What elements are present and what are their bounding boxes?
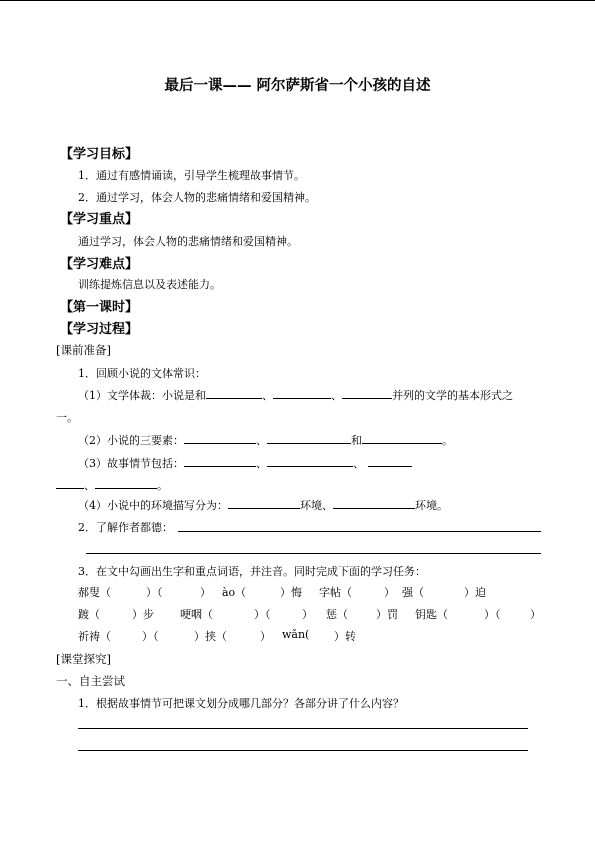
vocab-paren: ） — [302, 608, 313, 621]
vocab-zitie: 字帖（ — [319, 586, 352, 599]
heading-process: 【学习过程】 — [60, 322, 139, 337]
vocab-qiangpo: 强（ — [402, 586, 424, 599]
answer-blank[interactable] — [267, 432, 351, 444]
answer-line[interactable] — [78, 750, 528, 751]
answer-blank[interactable] — [228, 497, 300, 509]
vocab-paren: ）罚 — [376, 608, 398, 621]
q1d-mid: 环境、 — [300, 499, 333, 512]
prep-q1d-line — [78, 497, 448, 513]
separator: 、 — [84, 479, 95, 492]
q1d-prefix: （4）小说中的环境描写分为： — [78, 499, 228, 512]
answer-blank[interactable] — [206, 387, 262, 399]
vocab-paren: ）迫 — [464, 586, 486, 599]
and-word: 和 — [351, 434, 362, 447]
vocab-paren: ）悔 — [280, 586, 302, 599]
answer-blank[interactable] — [333, 497, 415, 509]
answer-blank[interactable] — [342, 387, 392, 399]
prep-q1c-line — [78, 455, 412, 471]
difficulties-text: 训练提炼信息以及表述能力。 — [78, 278, 221, 291]
vocab-paren: ） — [260, 630, 271, 643]
answer-blank[interactable] — [273, 387, 331, 399]
heading-goals: 【学习目标】 — [60, 147, 139, 162]
q1d-end: 环境。 — [415, 499, 448, 512]
section-explore: [课堂探究] — [56, 652, 111, 666]
separator: 、 — [331, 389, 342, 402]
vocab-paren: ）（ — [484, 608, 501, 621]
key-points-text: 通过学习，体会人物的悲痛情绪和爱国精神。 — [78, 235, 298, 248]
separator: 、 — [256, 457, 267, 470]
vocab-paren: ） — [200, 586, 211, 599]
separator: 、 — [256, 434, 267, 447]
vocab-qidao: 祈祷（ — [78, 630, 111, 643]
answer-blank[interactable] — [95, 477, 157, 489]
heading-key-points: 【学习重点】 — [60, 212, 139, 227]
explore-part1: 一、自主尝试 — [56, 674, 125, 688]
answer-line[interactable] — [178, 531, 541, 532]
vocab-paren: ）步 — [132, 608, 154, 621]
vocab-dubu: 踱（ — [78, 608, 100, 621]
q1a-continuation: 一。 — [56, 411, 78, 424]
goal-item-2: 2．通过学习，体会人物的悲痛情绪和爱国精神。 — [78, 191, 316, 204]
answer-line[interactable] — [78, 728, 528, 729]
vocab-aohui: ào（ — [222, 586, 247, 599]
heading-difficulties: 【学习难点】 — [60, 257, 139, 272]
q1a-suffix: 并列的文学的基本形式之 — [392, 389, 513, 402]
section-prep: [课前准备] — [56, 343, 111, 357]
answer-blank[interactable] — [267, 455, 353, 467]
q1c-prefix: （3）故事情节包括： — [78, 457, 184, 470]
answer-blank[interactable] — [368, 455, 412, 467]
vocab-xie: ）挟（ — [194, 630, 227, 643]
vocab-yaoshi: 钥匙（ — [415, 608, 448, 621]
q1a-prefix: （1）文学体裁：小说是和 — [78, 389, 206, 402]
prep-q1b-line — [78, 432, 453, 448]
vocab-paren: ）（ — [254, 608, 271, 621]
answer-blank[interactable] — [184, 432, 256, 444]
vocab-paren: ）转 — [334, 630, 356, 643]
explore-q1: 1．根据故事情节可把课文划分成哪几部分？各部分讲了什么内容？ — [78, 697, 404, 710]
page-title: 最后一课—— 阿尔萨斯省一个小孩的自述 — [164, 78, 431, 94]
vocab-chengfa: 惩（ — [326, 608, 348, 621]
answer-blank[interactable] — [184, 455, 256, 467]
goal-item-1: 1．通过有感情诵读，引导学生梳理故事情节。 — [78, 169, 305, 182]
answer-blank[interactable] — [56, 477, 84, 489]
q1b-prefix: （2）小说的三要素： — [78, 434, 184, 447]
vocab-haosou: 郝叟（ — [78, 586, 111, 599]
vocab-gengye: 哽咽（ — [180, 608, 213, 621]
prep-q1a-line — [78, 387, 513, 403]
prep-q1c-cont — [56, 477, 168, 493]
vocab-wanzhuan: wǎn( — [282, 628, 310, 641]
answer-line[interactable] — [86, 553, 541, 554]
prep-q2: 2．了解作者都德： — [78, 521, 173, 534]
vocab-paren: ） — [530, 608, 541, 621]
heading-lesson: 【第一课时】 — [60, 300, 139, 315]
answer-blank[interactable] — [362, 432, 442, 444]
vocab-paren: ）（ — [142, 630, 159, 643]
vocab-paren: ）（ — [146, 586, 163, 599]
separator: 、 — [262, 389, 273, 402]
separator: 、 — [353, 457, 364, 470]
prep-q1: 1．回顾小说的文体常识： — [78, 367, 206, 380]
page-top-border — [0, 0, 595, 1]
prep-q3: 3．在文中勾画出生字和重点词语，并注音。同时完成下面的学习任务： — [78, 565, 426, 578]
period: 。 — [442, 434, 453, 447]
period: 。 — [157, 479, 168, 492]
vocab-paren: ） — [384, 586, 395, 599]
